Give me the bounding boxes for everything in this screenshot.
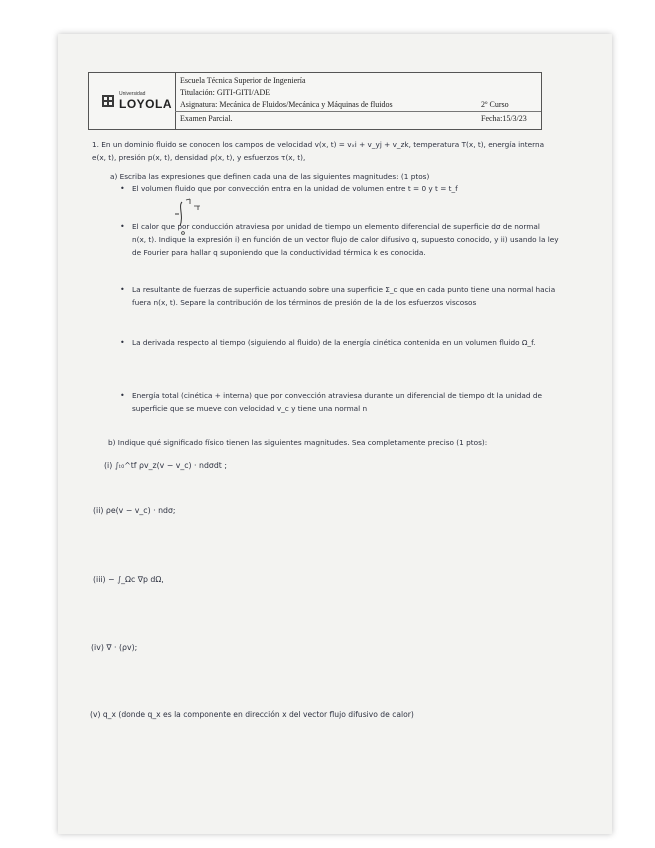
part-a-item-2-line-3: de Fourier para hallar q suponiendo que la conductividad térmica k es conocida. <box>132 248 426 257</box>
school-name: Escuela Técnica Superior de Ingeniería <box>180 76 306 85</box>
part-b-item-v: (v) q_x (donde q_x es la componente en dirección x del vector flujo difusivo de calor) <box>90 710 414 719</box>
header-divider <box>175 111 541 112</box>
part-a-item-5-line-2: superficie que se mueve con velocidad v_c y tiene una normal n <box>132 404 368 413</box>
logo-wordmark: LOYOLA <box>119 97 172 111</box>
part-b-item-iv: (iv) ∇ · (ρv); <box>91 643 138 652</box>
part-a-title: a) Escriba las expresiones que definen cada una de las siguientes magnitudes: (1 ptos) <box>110 172 430 181</box>
part-b-item-iii: (iii) − ∫_Ωc ∇p dΩ, <box>93 575 164 584</box>
question-intro-line-1: 1. En un dominio fluido se conocen los campos de velocidad v(x, t) = vₓi + v_yj + v_zk, temperatura T(x, t), energía interna <box>92 140 545 149</box>
part-a-item-3-line-2: fuera n(x, t). Separe la contribución de los términos de presión de la de los esfuerzos viscosos <box>132 298 477 307</box>
exam-type: Examen Parcial. <box>180 114 233 123</box>
university-logo <box>89 73 176 129</box>
part-b-item-ii: (ii) ρe(v − v_c) · ndσ; <box>93 506 176 515</box>
subject-line: Asignatura: Mecánica de Fluidos/Mecánica y Máquinas de fluidos <box>180 100 393 109</box>
part-a-item-5-line-1: • Energía total (cinética + interna) que por convección atraviesa durante un diferencial de tiempo dt la unidad de <box>132 391 542 401</box>
degree-line: Titulación: GITI-GITI/ADE <box>180 88 271 97</box>
logo-caption: Universidad <box>119 91 146 97</box>
exam-date: Fecha:15/3/23 <box>481 114 527 123</box>
part-b-title: b) Indique qué significado físico tienen las siguientes magnitudes. Sea completamente preciso (1 ptos): <box>108 438 488 447</box>
course-label: 2º Curso <box>481 100 509 109</box>
exam-header <box>88 72 542 130</box>
part-a-item-2-line-1: • El calor que por conducción atraviesa por unidad de tiempo un elemento diferencial de superficie dσ de normal <box>132 222 540 232</box>
part-a-item-1: • El volumen fluido que por convección entra en la unidad de volumen entre t = 0 y t = t_f <box>132 184 458 194</box>
question-intro-line-2: e(x, t), presión p(x, t), densidad ρ(x, t), y esfuerzos τ(x, t), <box>92 153 306 162</box>
loyola-emblem-icon <box>101 94 115 108</box>
part-a-item-2-line-2: n(x, t). Indique la expresión i) en función de un vector flujo de calor difusivo q, supuesto conocido, y ii) usando la ley <box>132 235 559 244</box>
part-a-item-3-line-1: • La resultante de fuerzas de superficie actuando sobre una superficie Σ_c que en cada punto tiene una normal hacia <box>132 285 555 295</box>
part-a-item-4: • La derivada respecto al tiempo (siguiendo al fluido) de la energía cinética contenida en un volumen fluido Ω_f. <box>132 338 535 348</box>
part-b-item-i: (i) ∫ₜ₀^tf ρv_z(v − v_c) · ndσdt ; <box>104 461 227 470</box>
